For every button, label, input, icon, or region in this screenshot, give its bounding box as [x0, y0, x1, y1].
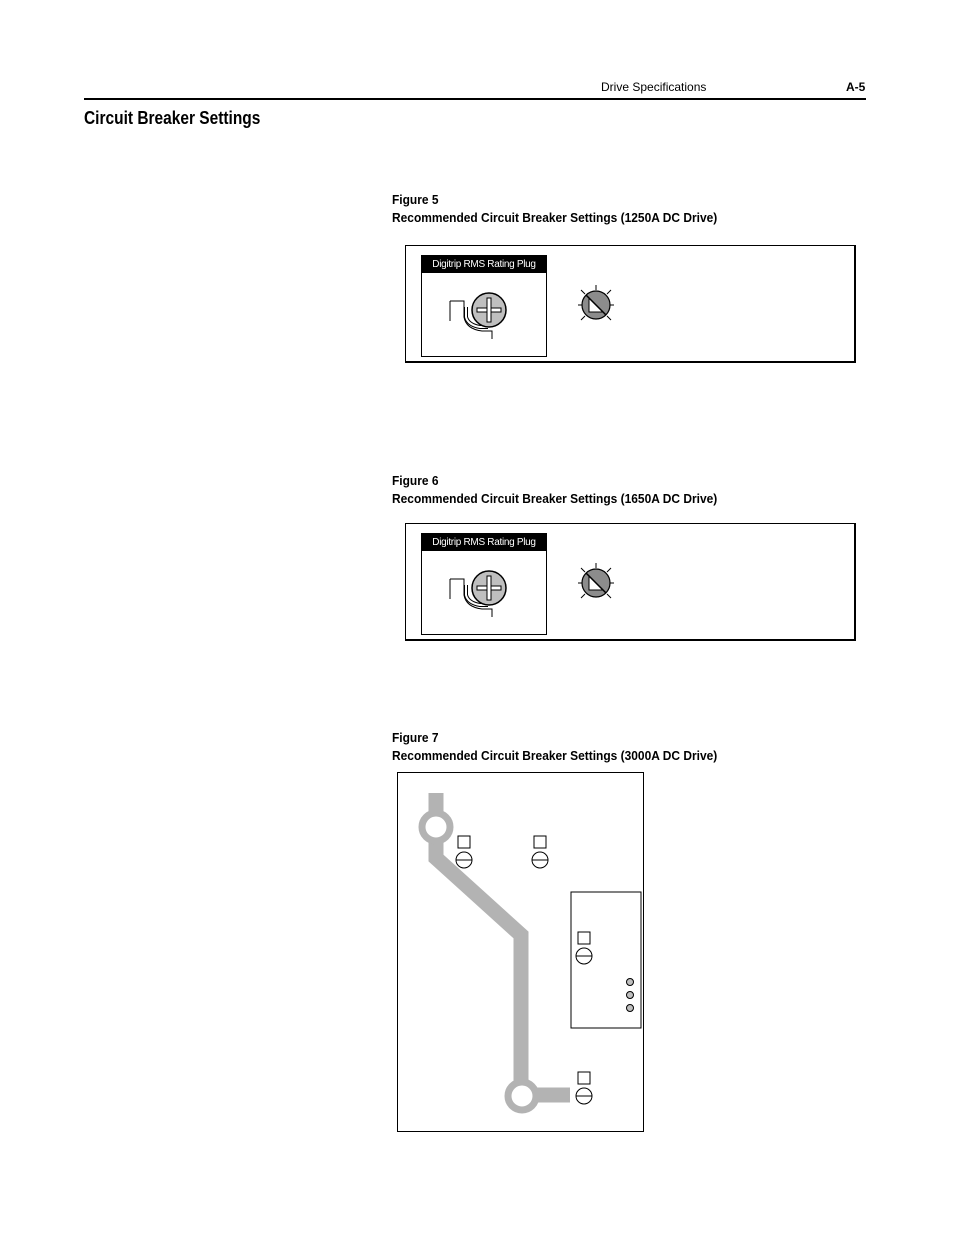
breaker-panel-diagram [398, 773, 643, 1131]
rating-plug-label: Digitrip RMS Rating Plug [422, 256, 546, 273]
connection-trace [436, 793, 570, 1095]
adjustment-dial-icon [576, 284, 616, 324]
terminal-bottom-icon [508, 1082, 536, 1110]
figure-7-diagram [397, 772, 644, 1132]
rating-plug [421, 255, 547, 357]
figure-6-label: Figure 6 [392, 473, 439, 488]
header-rule [84, 98, 866, 100]
adjuster-4-icon [576, 1072, 592, 1104]
figure-6-caption: Recommended Circuit Breaker Settings (1650A DC Drive) [392, 491, 718, 506]
figure-5-label: Figure 5 [392, 192, 439, 207]
rating-plug-screw-icon [422, 551, 546, 635]
figure-5-diagram [405, 245, 856, 363]
figure-7-caption: Recommended Circuit Breaker Settings (3000A DC Drive) [392, 748, 718, 763]
page-number: A-5 [846, 80, 866, 94]
indicator-lights-icon [627, 979, 634, 1012]
section-title: Circuit Breaker Settings [84, 108, 261, 128]
page-header-section: Drive Specifications [601, 80, 707, 94]
adjustment-dial-icon [576, 562, 616, 602]
rating-plug [421, 533, 547, 635]
figure-5-caption: Recommended Circuit Breaker Settings (1250A DC Drive) [392, 210, 718, 225]
rating-plug-label: Digitrip RMS Rating Plug [422, 534, 546, 551]
adjuster-1-icon [456, 836, 472, 868]
terminal-top-icon [422, 813, 450, 841]
rating-plug-screw-icon [422, 273, 546, 357]
figure-6-diagram [405, 523, 856, 641]
adjuster-2-icon [532, 836, 548, 868]
figure-7-label: Figure 7 [392, 730, 439, 745]
